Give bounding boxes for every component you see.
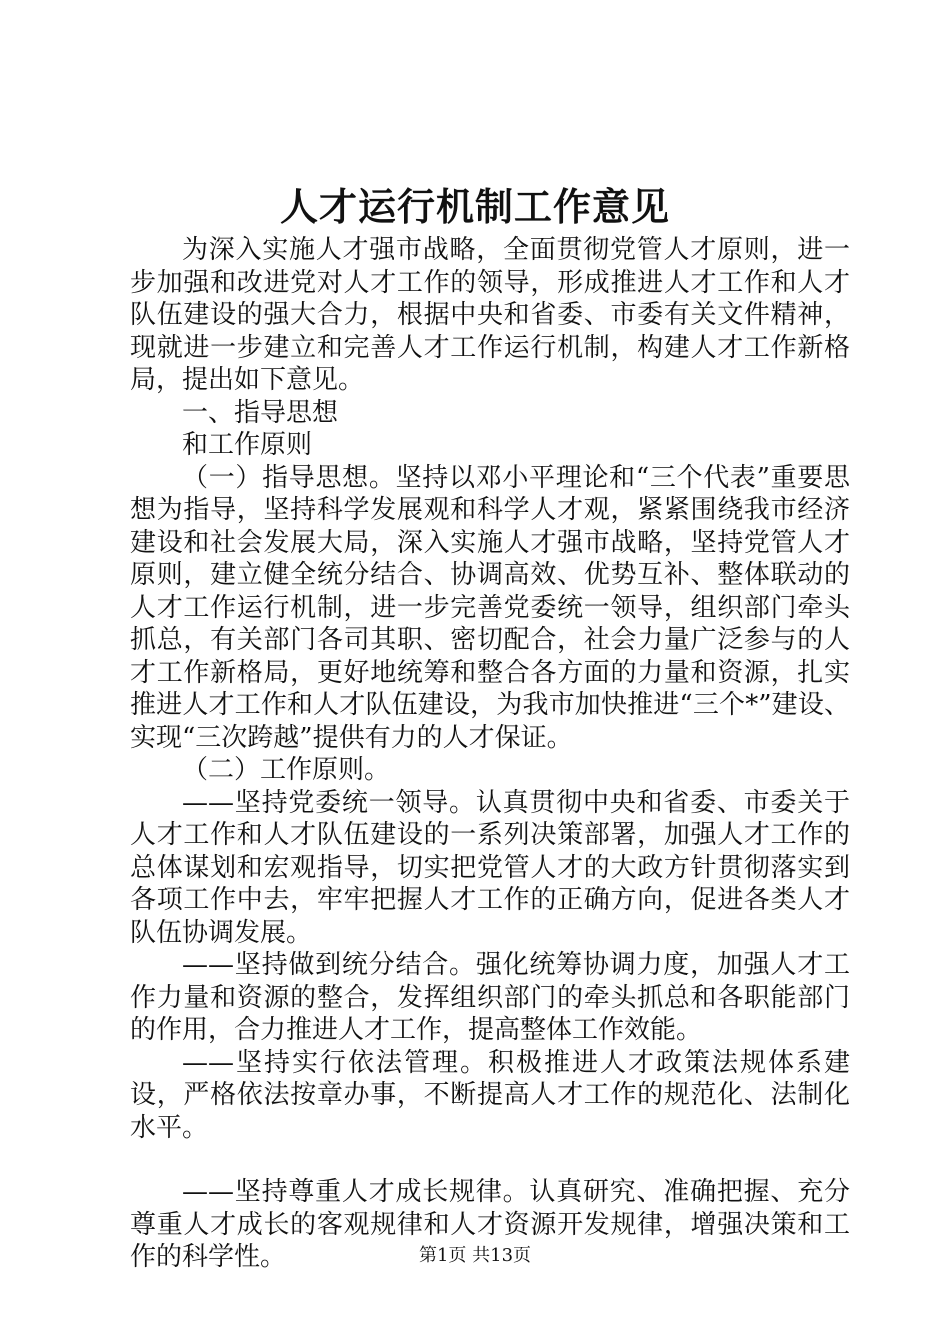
- intro-paragraph: 为深入实施人才强市战略，全面贯彻党管人才原则，进一步加强和改进党对人才工作的领导，形成推进人才工作和人才队伍建设的强大合力，根据中央和省委、市委有关文件精神，现就进一步建立和完善人才工作运行机制，构建人才工作新格局，提出如下意见。: [130, 235, 850, 395]
- principle-coordination: ——坚持做到统分结合。强化统筹协调力度，加强人才工作力量和资源的整合，发挥组织部门的牵头抓总和各职能部门的作用，合力推进人才工作，提高整体工作效能。: [130, 950, 850, 1045]
- principle-party-leadership: ——坚持党委统一领导。认真贯彻中央和省委、市委关于人才工作和人才队伍建设的一系列决策部署，加强人才工作的总体谋划和宏观指导，切实把党管人才的大政方针贯彻落实到各项工作中去，牢牢把握人才工作的正确方向，促进各类人才队伍协调发展。: [130, 787, 850, 948]
- document-title: 人才运行机制工作意见: [279, 184, 670, 229]
- section-heading-1-cont: 和工作原则: [182, 430, 313, 460]
- subsection-heading-principles: （二）工作原则。: [182, 755, 391, 785]
- principle-talent-growth: ——坚持尊重人才成长规律。认真研究、准确把握、充分尊重人才成长的客观规律和人才资源开发规律，增强决策和工作的科学性。: [130, 1177, 850, 1272]
- section-heading-1: 一、指导思想: [182, 397, 339, 428]
- paragraph-gap: [130, 1144, 850, 1176]
- principle-rule-of-law: ——坚持实行依法管理。积极推进人才政策法规体系建设，严格依法按章办事，不断提高人才工作的规范化、法制化水平。: [130, 1047, 850, 1143]
- document-body: [130, 234, 850, 1274]
- page-footer: 第1页 共13页: [418, 1245, 532, 1266]
- guiding-thought-paragraph: （一）指导思想。坚持以邓小平理论和“三个代表”重要思想为指导，坚持科学发展观和科学人才观，紧紧围绕我市经济建设和社会发展大局，深入实施人才强市战略，坚持党管人才原则，建立健全统分结合、协调高效、优势互补、整体联动的人才工作运行机制，进一步完善党委统一领导，组织部门牵头抓总，有关部门各司其职、密切配合，社会力量广泛参与的人才工作新格局，更好地统筹和整合各方面的力量和资源，扎实推进人才工作和人才队伍建设，为我市加快推进“三个*”建设、实现“三次跨越”提供有力的人才保证。: [130, 462, 850, 753]
